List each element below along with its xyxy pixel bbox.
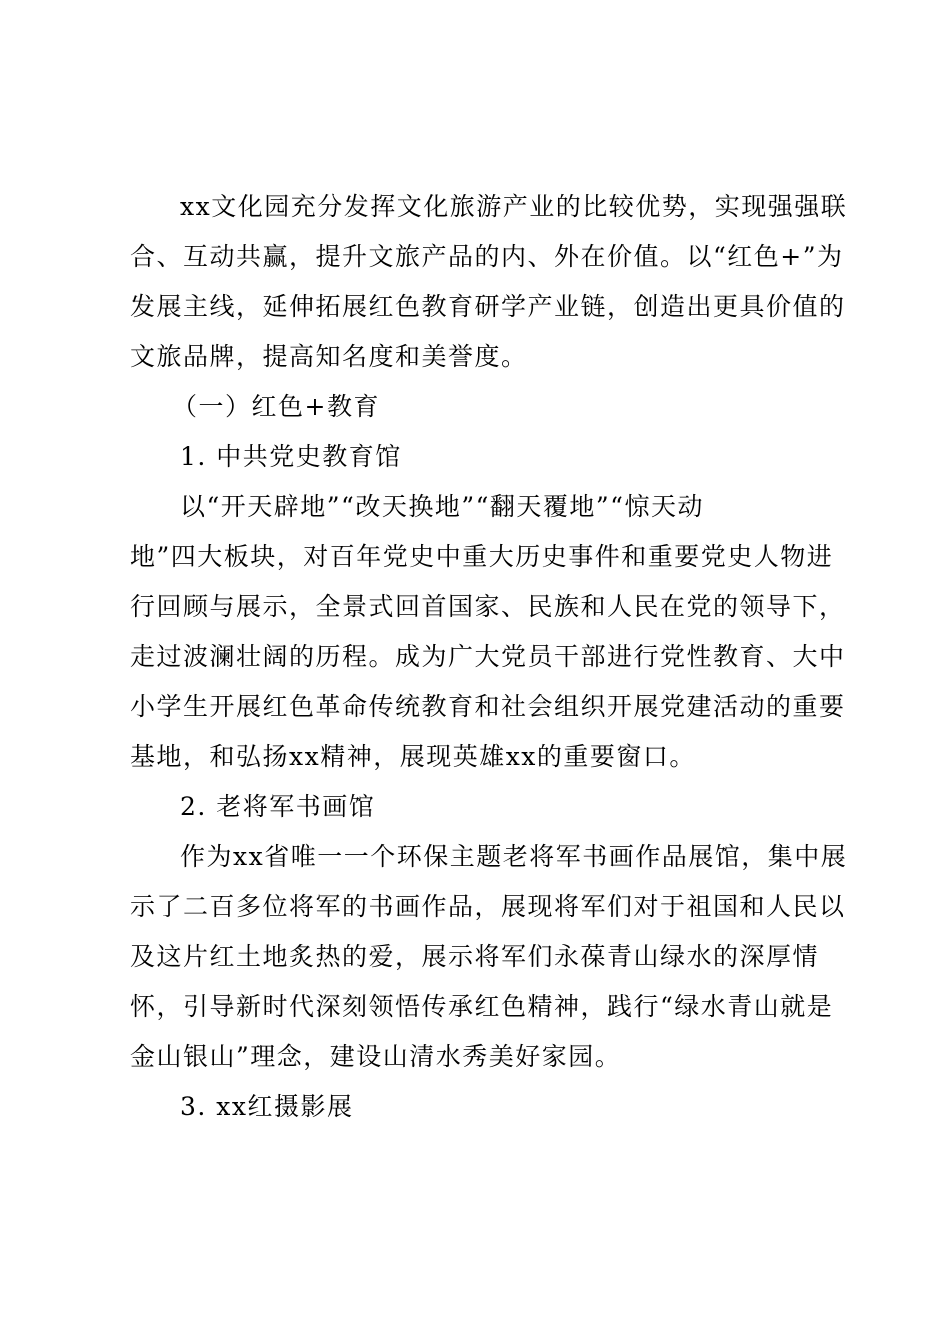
intro-line-2: 合、互动共赢，提升文旅产品的内、外在价值。以“红色+”为 bbox=[130, 242, 844, 271]
item-1-line-6: 基地，和弘扬xx精神，展现英雄xx的重要窗口。 bbox=[130, 742, 696, 771]
intro-line-4: 文旅品牌，提高知名度和美誉度。 bbox=[130, 342, 528, 371]
item-2-line-4: 怀，引导新时代深刻领悟传承红色精神，践行“绿水青山就是 bbox=[130, 992, 834, 1021]
item-1-line-2: 地”四大板块，对百年党史中重大历史事件和重要党史人物进 bbox=[130, 542, 834, 571]
item-1-heading: 1. 中共党史教育馆 bbox=[180, 442, 402, 471]
item-2-heading: 2. 老将军书画馆 bbox=[180, 792, 376, 821]
item-2-line-5: 金山银山”理念，建设山清水秀美好家园。 bbox=[130, 1042, 622, 1071]
intro-line-3: 发展主线，延伸拓展红色教育研学产业链，创造出更具价值的 bbox=[130, 292, 846, 321]
item-3-heading: 3. xx红摄影展 bbox=[180, 1092, 354, 1121]
item-2-line-1: 作为xx省唯一一个环保主题老将军书画作品展馆，集中展 bbox=[180, 842, 848, 871]
item-1-line-4: 走过波澜壮阔的历程。成为广大党员干部进行党性教育、大中 bbox=[130, 642, 846, 671]
section-heading: （一）红色+教育 bbox=[172, 392, 380, 421]
item-1-line-3: 行回顾与展示，全景式回首国家、民族和人民在党的领导下， bbox=[130, 592, 846, 621]
item-2-line-2: 示了二百多位将军的书画作品，展现将军们对于祖国和人民以 bbox=[130, 892, 846, 921]
item-1-line-5: 小学生开展红色革命传统教育和社会组织开展党建活动的重要 bbox=[130, 692, 846, 721]
item-2-line-3: 及这片红土地炙热的爱，展示将军们永葆青山绿水的深厚情 bbox=[130, 942, 820, 971]
item-1-line-1: 以“开天辟地”“改天换地”“翻天覆地”“惊天动 bbox=[180, 492, 704, 521]
intro-line-1: xx文化园充分发挥文化旅游产业的比较优势，实现强强联 bbox=[180, 192, 848, 221]
